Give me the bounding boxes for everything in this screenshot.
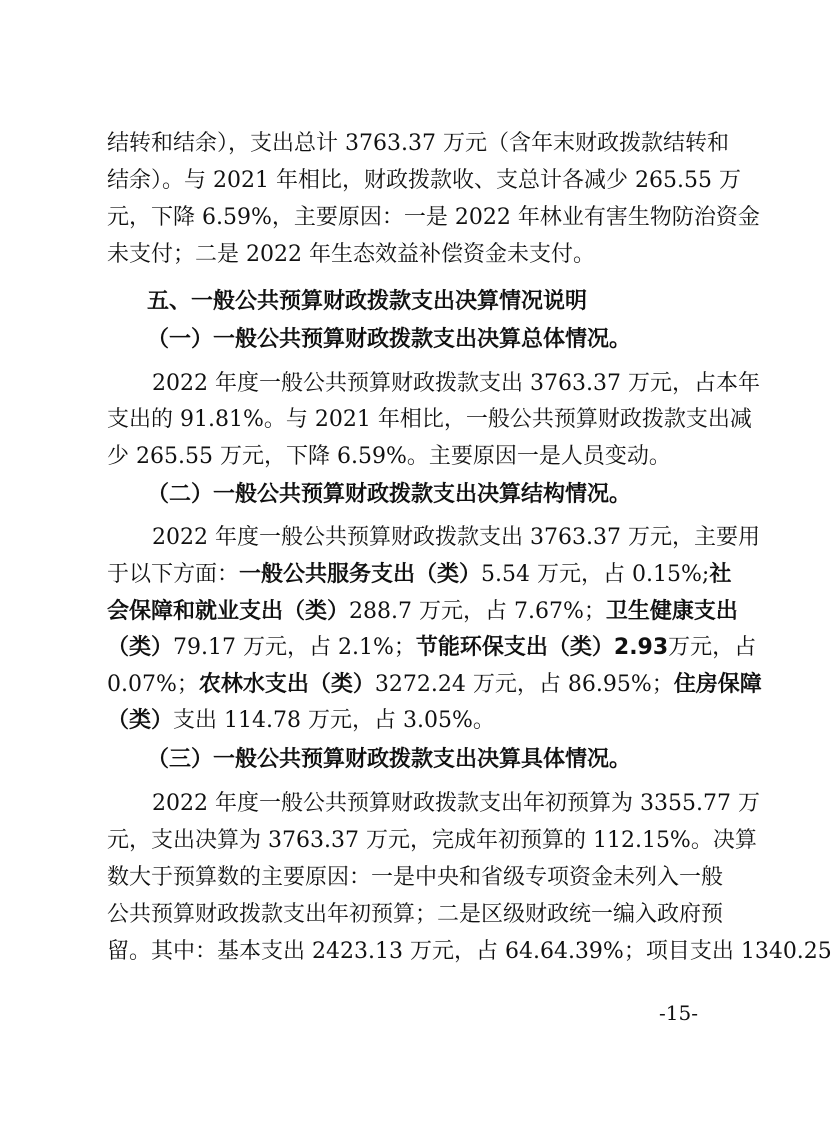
text-segment: 3272.24 万元，占 86.95%； bbox=[374, 672, 674, 697]
paragraph-line bbox=[107, 706, 692, 736]
text-segment: 288.7 万元，占 7.67%； bbox=[349, 599, 606, 624]
paragraph-line: 2022 年度一般公共预算财政拨款支出年初预算为 3355.77 万 bbox=[152, 791, 760, 816]
bold-text: 节能环保支出（类）2.93 bbox=[415, 635, 669, 660]
paragraph-line: 2022 年度一般公共预算财政拨款支出 3763.37 万元，占本年 bbox=[152, 371, 760, 396]
paragraph-line: 结转和结余），支出总计 3763.37 万元（含年末财政拨款结转和 bbox=[107, 131, 729, 156]
bold-text: 住房保障 bbox=[673, 672, 762, 697]
section-heading: 五、一般公共预算财政拨款支出决算情况说明 bbox=[147, 289, 588, 314]
text-segment: 支出 114.78 万元，占 3.05%。 bbox=[173, 708, 495, 733]
bold-text: 社 bbox=[709, 562, 732, 587]
paragraph-line bbox=[107, 597, 738, 627]
paragraph-line: 元，支出决算为 3763.37 万元，完成年初预算的 112.15%。决算 bbox=[107, 828, 757, 853]
subsection-heading: （二）一般公共预算财政拨款支出决算结构情况。 bbox=[147, 482, 632, 507]
bold-text: 会保障和就业支出（类） bbox=[107, 599, 350, 624]
text-segment: 5.54 万元，占 0.15%; bbox=[481, 562, 710, 587]
bold-text: （类） bbox=[107, 708, 174, 733]
paragraph-line: 结余）。与 2021 年相比，财政拨款收、支总计各减少 265.55 万 bbox=[107, 168, 741, 193]
paragraph-line: 留。其中：基本支出 2423.13 万元，占 64.64.39%；项目支出 1340.25 bbox=[107, 939, 832, 964]
paragraph-line: 2022 年度一般公共预算财政拨款支出 3763.37 万元，主要用 bbox=[152, 525, 760, 550]
text-segment: 0.07%； bbox=[107, 672, 199, 697]
subsection-heading: （一）一般公共预算财政拨款支出决算总体情况。 bbox=[147, 327, 632, 352]
paragraph-line bbox=[107, 633, 757, 663]
paragraph-line: 元，下降 6.59%，主要原因：一是 2022 年林业有害生物防治资金 bbox=[107, 205, 760, 230]
paragraph-line bbox=[107, 560, 732, 590]
subsection-heading: （三）一般公共预算财政拨款支出决算具体情况。 bbox=[147, 747, 632, 772]
paragraph-line: 公共预算财政拨款支出年初预算；二是区级财政统一编入政府预 bbox=[107, 902, 724, 927]
bold-text: 卫生健康支出 bbox=[605, 599, 738, 624]
paragraph-line: 未支付；二是 2022 年生态效益补偿资金未支付。 bbox=[107, 242, 595, 267]
text-segment: 79.17 万元，占 2.1%； bbox=[173, 635, 416, 660]
bold-text: （类） bbox=[107, 635, 174, 660]
text-segment: 于以下方面： bbox=[107, 562, 240, 587]
paragraph-line bbox=[107, 670, 762, 700]
text-segment: 万元，占 bbox=[668, 635, 757, 660]
page-number: -15- bbox=[659, 1001, 698, 1025]
paragraph-line: 少 265.55 万元，下降 6.59%。主要原因一是人员变动。 bbox=[107, 444, 671, 469]
paragraph-line: 支出的 91.81%。与 2021 年相比，一般公共预算财政拨款支出减 bbox=[107, 407, 752, 432]
paragraph-line: 数大于预算数的主要原因：一是中央和省级专项资金未列入一般 bbox=[107, 865, 724, 890]
bold-text: 一般公共服务支出（类） bbox=[239, 562, 482, 587]
bold-text: 农林水支出（类） bbox=[198, 672, 375, 697]
